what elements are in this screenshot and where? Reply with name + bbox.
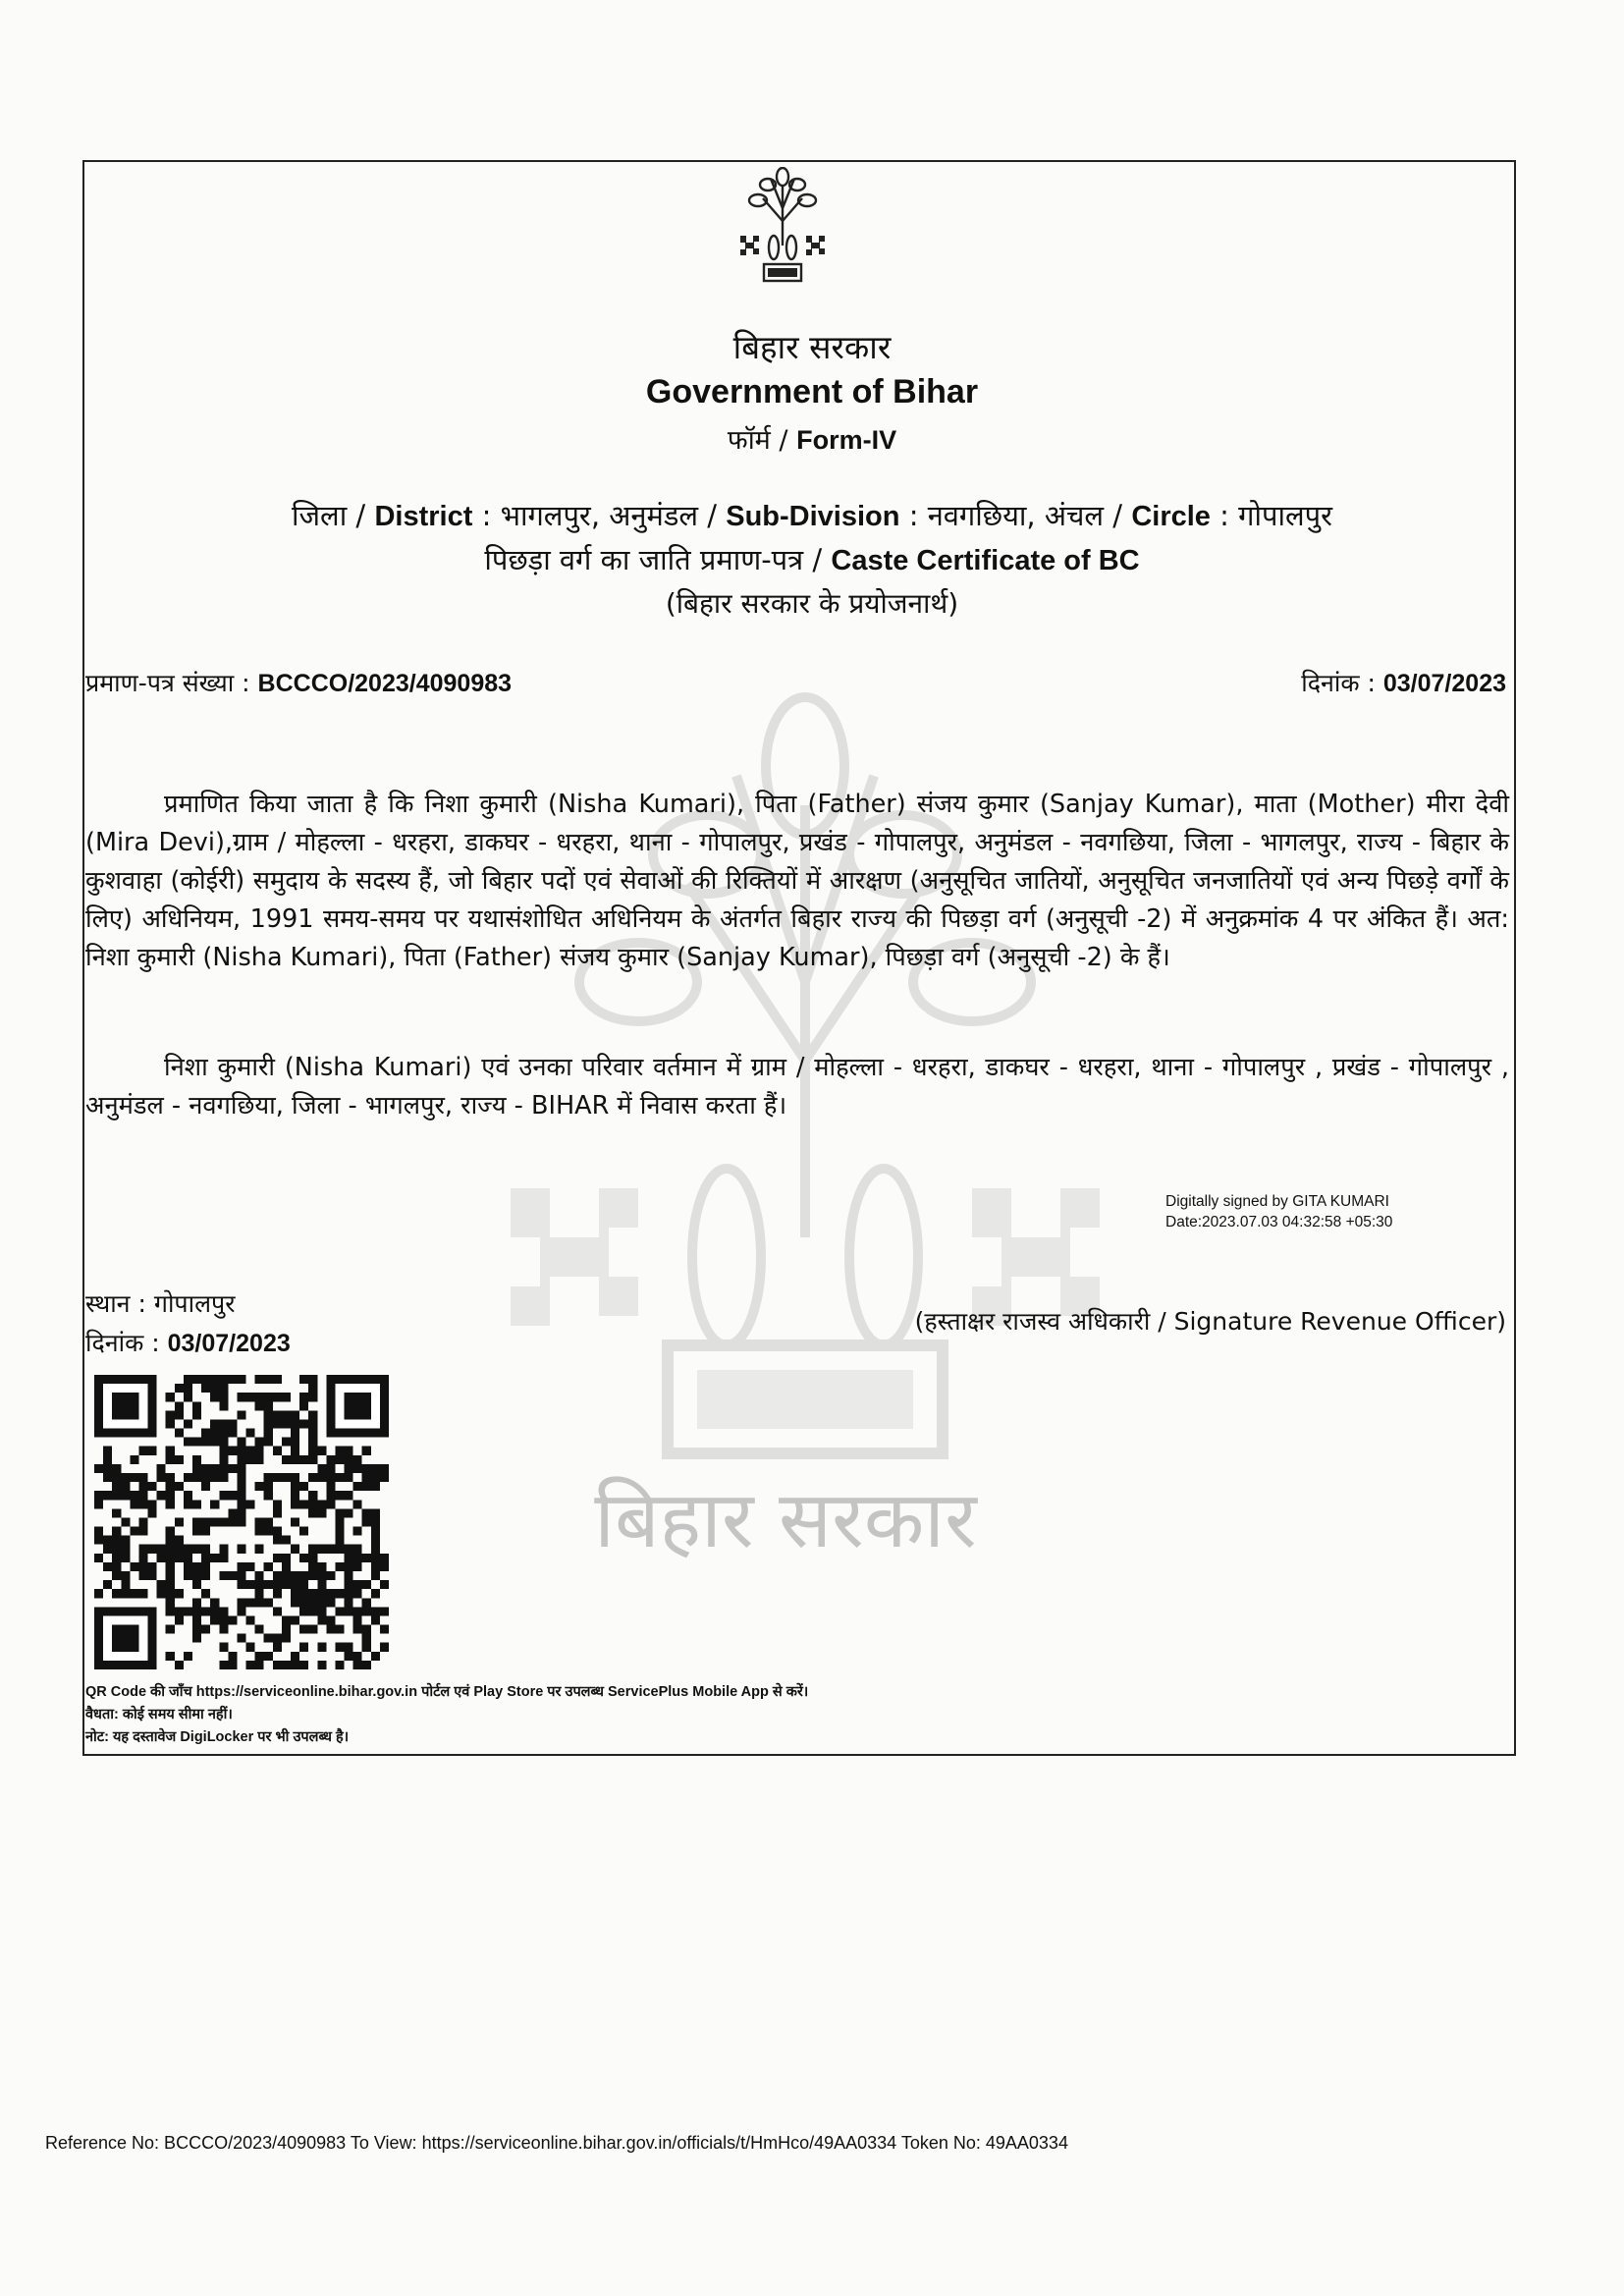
- qr-code: [94, 1375, 389, 1669]
- title-hindi: बिहार सरकार: [732, 328, 892, 366]
- district-line: जिला / District : भागलपुर, अनुमंडल / Sub-Division : नवगछिया, अंचल / Circle : गोपालपुर: [292, 499, 1332, 532]
- digital-signature: [1165, 1191, 1392, 1232]
- subdivision-label-hindi: अनुमंडल: [609, 499, 699, 532]
- signature-label: (हस्ताक्षर राजस्व अधिकारी / Signature Revenue Officer): [914, 1307, 1506, 1336]
- digital-signature-signer: Digitally signed by GITA KUMARI: [1165, 1193, 1389, 1210]
- certificate-number-label: प्रमाण-पत्र संख्या :: [85, 669, 250, 697]
- issue-date: [1301, 666, 1506, 699]
- place-date: [85, 1326, 291, 1359]
- issue-date-value: 03/07/2023: [1382, 670, 1506, 697]
- reference-footer: Reference No: BCCCO/2023/4090983 To View: https://serviceonline.bihar.gov.in/officials/t/HmHco/49AA0334 Token No: 49AA0334: [45, 2133, 1068, 2153]
- circle-label: Circle: [1131, 501, 1211, 532]
- certificate-number: [85, 666, 512, 699]
- district-value: भागलपुर: [500, 499, 591, 532]
- validity-note: वैधता: कोई समय सीमा नहीं।: [85, 1707, 233, 1722]
- certificate-number-value: BCCCO/2023/4090983: [257, 670, 513, 697]
- subdivision-value: नवगछिया: [927, 499, 1027, 532]
- circle-value: गोपालपुर: [1238, 499, 1332, 532]
- circle-label-hindi: अंचल: [1044, 499, 1105, 532]
- digital-signature-date: Date:2023.07.03 04:32:58 +05:30: [1165, 1214, 1393, 1230]
- certificate-title: पिछड़ा वर्ग का जाति प्रमाण-पत्र / Caste Certificate of BC: [484, 543, 1140, 576]
- bihar-emblem-logo: [738, 167, 827, 290]
- district-label: District: [374, 501, 473, 532]
- place: [85, 1286, 235, 1320]
- watermark-text: बिहार सरकार: [594, 1474, 977, 1565]
- place-label: स्थान :: [85, 1289, 146, 1318]
- district-label-hindi: जिला: [292, 499, 348, 532]
- subdivision-label: Sub-Division: [726, 501, 900, 532]
- form-label-hindi: फॉर्म: [727, 425, 771, 456]
- place-value: गोपालपुर: [153, 1289, 236, 1318]
- title-english: Government of Bihar: [645, 373, 979, 410]
- certificate-body-paragraph-2: [85, 1049, 1509, 1125]
- digilocker-note: नोट: यह दस्तावेज DigiLocker पर भी उपलब्ध है।: [85, 1729, 350, 1745]
- certificate-title-english: Caste Certificate of BC: [831, 545, 1140, 576]
- body-text-2: निशा कुमारी (Nisha Kumari) एवं उनका परिवार वर्तमान में ग्राम / मोहल्ला - धरहरा, डाकघर - धरहरा, थाना - गोपालपुर , प्रखंड - गोपालपुर , अनुमंडल - नवगछिया, जिला - भागलपुर, राज्य - BIHAR में निवास करता हैं।: [85, 1053, 1509, 1121]
- body-text-1: प्रमाणित किया जाता है कि निशा कुमारी (Nisha Kumari), पिता (Father) संजय कुमार (Sanjay Kumar), माता (Mother) मीरा देवी (Mira Devi),ग्राम / मोहल्ला - धरहरा, डाकघर - धरहरा, थाना - गोपालपुर, प्रखंड - गोपालपुर, अनुमंडल - नवगछिया, जिला - भागलपुर, राज्य - बिहार के कुशवाहा (कोईरी) समुदाय के सदस्य हैं, जो बिहार पदों एवं सेवाओं की रिक्तियों में आरक्षण (अनुसूचित जातियों, अनुसूचित जनजातियों एवं अन्य पिछड़े वर्गों के लिए) अधिनियम, 1991 समय-समय पर यथासंशोधित अधिनियम के अंतर्गत बिहार राज्य की पिछड़ा वर्ग (अनुसूची -2) में अनुक्रमांक 4 पर अंकित हैं। अत: निशा कुमारी (Nisha Kumari), पिता (Father) संजय कुमार (Sanjay Kumar), पिछड़ा वर्ग (अनुसूची -2) के हैं।: [85, 790, 1509, 972]
- place-date-value: 03/07/2023: [167, 1330, 291, 1357]
- certificate-purpose: (बिहार सरकार के प्रयोजनार्थ): [665, 587, 959, 620]
- certificate-body-paragraph-1: [85, 786, 1509, 977]
- form-label-english: Form-IV: [796, 425, 897, 455]
- form-number: फॉर्म / Form-IV: [727, 425, 897, 456]
- qr-verification-note: QR Code की जाँच https://serviceonline.bihar.gov.in पोर्टल एवं Play Store पर उपलब्ध ServicePlus Mobile App से करें।: [85, 1684, 809, 1700]
- issue-date-label: दिनांक :: [1301, 669, 1376, 697]
- certificate-title-hindi: पिछड़ा वर्ग का जाति प्रमाण-पत्र: [484, 543, 804, 576]
- place-date-label: दिनांक :: [85, 1329, 160, 1357]
